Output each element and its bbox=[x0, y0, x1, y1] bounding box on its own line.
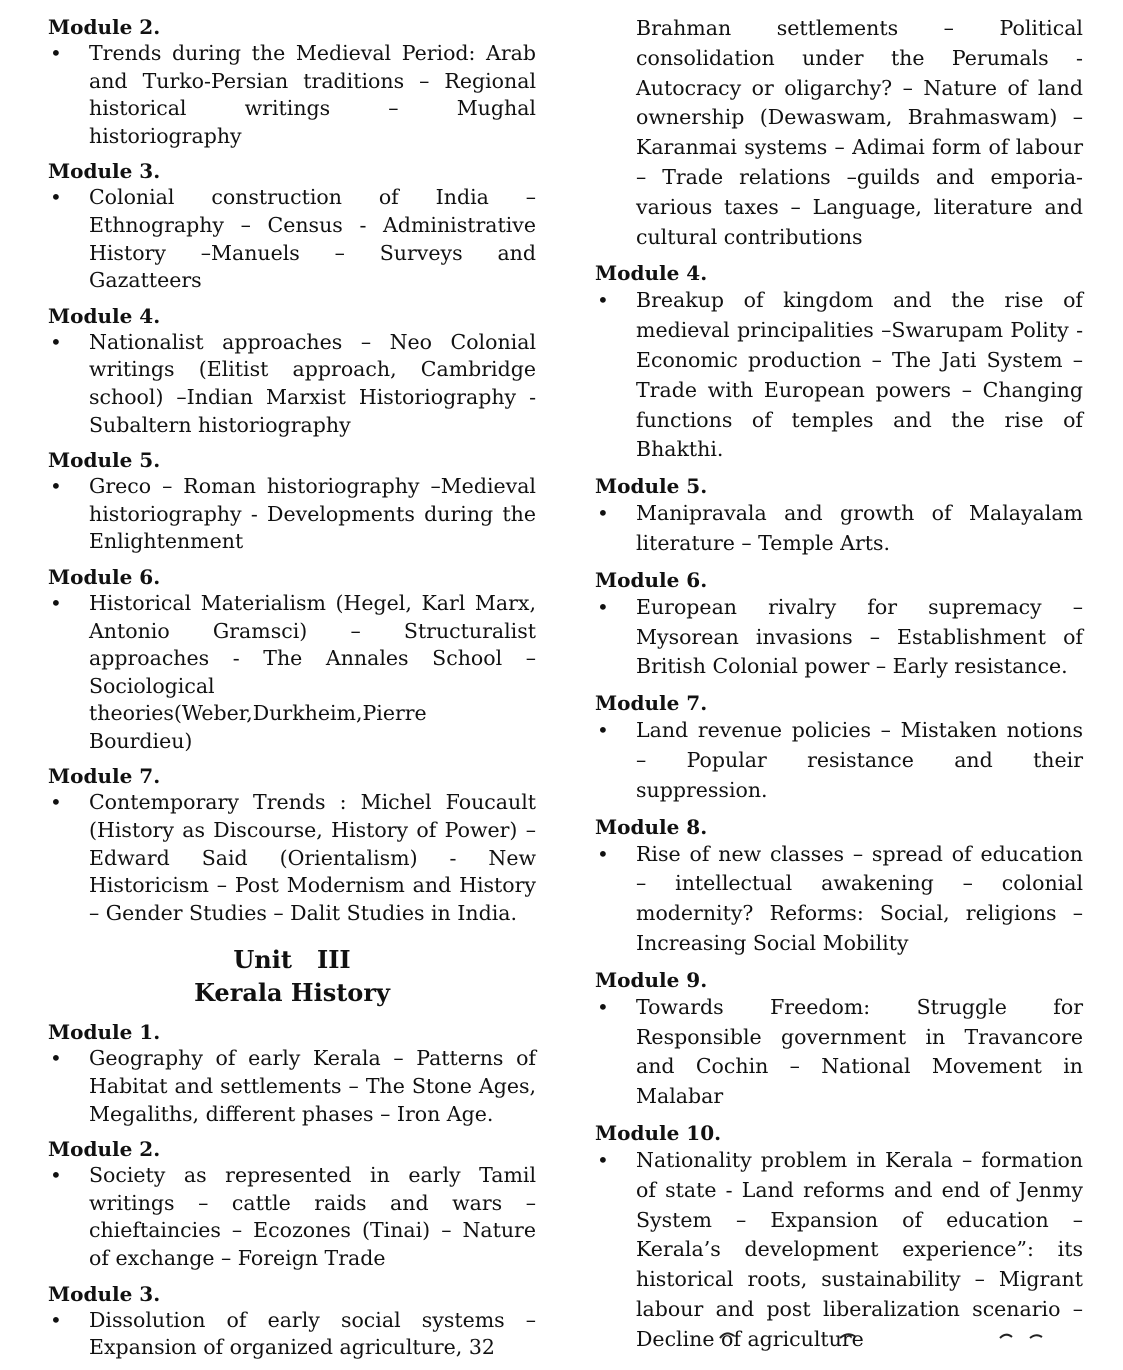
right-column bbox=[595, 14, 1083, 1362]
left-column bbox=[48, 14, 536, 1370]
module-block bbox=[48, 447, 536, 556]
module-description: Rise of new classes – spread of education – intellectual awakening – colonial modernity? Reforms: Social, religions –Increasing Social Mobility bbox=[636, 841, 1083, 955]
bullet-item bbox=[595, 499, 1083, 559]
module-description: Dissolution of early social systems – Expansion of organized agriculture, 32 bbox=[89, 1307, 536, 1360]
module-title: Module 8. bbox=[595, 814, 708, 839]
module-description: European rivalry for supremacy – Mysorean invasions – Establishment of British Colonial power – Early resistance. bbox=[636, 594, 1083, 679]
bullet-item bbox=[595, 593, 1083, 682]
module-block bbox=[595, 967, 1083, 1112]
bullet-icon: • bbox=[597, 841, 609, 866]
module-block bbox=[595, 690, 1083, 805]
bullet-icon: • bbox=[597, 718, 609, 743]
module-description: Greco – Roman historiography –Medieval historiography - Developments during the Enlightenment bbox=[89, 474, 536, 554]
bullet-item bbox=[48, 40, 536, 150]
module-title: Module 7. bbox=[48, 764, 161, 789]
module-block bbox=[595, 814, 1083, 959]
bullet-icon: • bbox=[50, 329, 62, 354]
module-continuation bbox=[595, 14, 1083, 252]
bullet-icon: • bbox=[50, 1307, 62, 1332]
module-description: Geography of early Kerala – Patterns of Habitat and settlements – The Stone Ages, Megaliths, different phases – Iron Age. bbox=[89, 1046, 536, 1126]
module-description: Towards Freedom: Struggle for Responsible government in Travancore and Cochin – National Movement in Malabar bbox=[636, 994, 1083, 1109]
bullet-item bbox=[48, 789, 536, 927]
module-description: Nationality problem in Kerala – formation of state - Land reforms and end of Jenmy System – Expansion of education – Kerala’s development experience”: its historical roots, sustainability – Migrant labour and post liberalization scenario – Decline of agriculture bbox=[636, 1147, 1083, 1351]
module-block bbox=[48, 303, 536, 439]
module-title: Module 10. bbox=[595, 1120, 722, 1145]
bullet-icon: • bbox=[50, 185, 62, 210]
handwritten-mark-graphic bbox=[700, 1328, 1080, 1339]
bullet-item bbox=[48, 1162, 536, 1272]
bullet-icon: • bbox=[50, 1163, 62, 1188]
module-title: Module 2. bbox=[48, 1137, 161, 1162]
module-title: Module 6. bbox=[48, 564, 161, 589]
module-block bbox=[48, 158, 536, 294]
module-block bbox=[595, 567, 1083, 682]
module-description: Colonial construction of India – Ethnography – Census - Administrative History –Manuels – Surveys and Gazatteers bbox=[89, 185, 536, 293]
module-title: Module 4. bbox=[48, 303, 161, 328]
unit-title: Unit III bbox=[233, 945, 351, 975]
module-block bbox=[48, 763, 536, 927]
module-title: Module 5. bbox=[48, 448, 161, 473]
unit-subtitle: Kerala History bbox=[194, 978, 390, 1008]
unit-heading bbox=[48, 943, 536, 1009]
module-description: Contemporary Trends : Michel Foucault (History as Discourse, History of Power) – Edward Said (Orientalism) - New Historicism – Post Modernism and History – Gender Studies – Dalit Studies in India. bbox=[89, 790, 536, 925]
module-block bbox=[48, 1019, 536, 1128]
bullet-item bbox=[48, 1307, 536, 1362]
bullet-icon: • bbox=[597, 288, 609, 313]
module-description: Brahman settlements – Political consolidation under the Perumals - Autocracy or oligarchy? – Nature of land ownership (Dewaswam, Brahmaswam) – Karanmai systems – Adimai form of labour – Trade relations –guilds and emporia- various taxes – Language, literature and cultural contributions bbox=[636, 16, 1083, 249]
module-title: Module 5. bbox=[595, 474, 708, 499]
module-title: Module 3. bbox=[48, 1281, 161, 1306]
bullet-icon: • bbox=[50, 474, 62, 499]
bullet-icon: • bbox=[50, 790, 62, 815]
module-description: Breakup of kingdom and the rise of medieval principalities –Swarupam Polity - Economic production – The Jati System – Trade with European powers – Changing functions of temples and the rise of Bhakthi. bbox=[636, 288, 1083, 462]
bullet-icon: • bbox=[50, 1046, 62, 1071]
module-block bbox=[595, 260, 1083, 465]
bullet-icon: • bbox=[50, 41, 62, 65]
module-block bbox=[595, 1120, 1083, 1355]
module-block bbox=[48, 14, 536, 150]
module-block bbox=[48, 564, 536, 756]
bullet-item bbox=[48, 329, 536, 439]
bullet-item bbox=[48, 590, 536, 756]
module-block bbox=[48, 1136, 536, 1272]
module-block bbox=[48, 1281, 536, 1362]
module-block bbox=[595, 473, 1083, 559]
bullet-icon: • bbox=[597, 1147, 609, 1172]
module-title: Module 1. bbox=[48, 1020, 161, 1045]
module-title: Module 4. bbox=[595, 261, 708, 286]
module-description: Nationalist approaches – Neo Colonial writings (Elitist approach, Cambridge school) –Indian Marxist Historiography - Subaltern historiography bbox=[89, 329, 536, 437]
module-title: Module 3. bbox=[48, 159, 161, 184]
bullet-item bbox=[595, 286, 1083, 465]
bullet-item bbox=[595, 1146, 1083, 1355]
module-title: Module 7. bbox=[595, 691, 708, 716]
bullet-icon: • bbox=[50, 590, 62, 615]
module-title: Module 2. bbox=[48, 15, 161, 39]
bullet-item bbox=[595, 993, 1083, 1112]
module-description: Historical Materialism (Hegel, Karl Marx, Antonio Gramsci) – Structuralist approaches - The Annales School – Sociological theories(Weber,Durkheim,Pierre Bourdieu) bbox=[89, 590, 536, 753]
bullet-icon: • bbox=[597, 501, 609, 526]
module-description: Manipravala and growth of Malayalam literature – Temple Arts. bbox=[636, 501, 1083, 555]
bullet-icon: • bbox=[597, 994, 609, 1019]
module-description: Trends during the Medieval Period: Arab and Turko-Persian traditions – Regional historical writings – Mughal historiography bbox=[89, 41, 536, 148]
bullet-item bbox=[595, 840, 1083, 959]
module-title: Module 6. bbox=[595, 567, 708, 592]
module-description: Society as represented in early Tamil writings – cattle raids and wars – chieftaincies – Ecozones (Tinai) – Nature of exchange – Foreign Trade bbox=[89, 1163, 536, 1270]
bullet-item bbox=[595, 716, 1083, 805]
bullet-item bbox=[48, 184, 536, 294]
bullet-icon: • bbox=[597, 594, 609, 619]
bullet-item bbox=[48, 473, 536, 556]
module-title: Module 9. bbox=[595, 967, 708, 992]
module-description: Land revenue policies – Mistaken notions – Popular resistance and their suppression. bbox=[636, 718, 1083, 802]
bullet-item bbox=[48, 1045, 536, 1128]
